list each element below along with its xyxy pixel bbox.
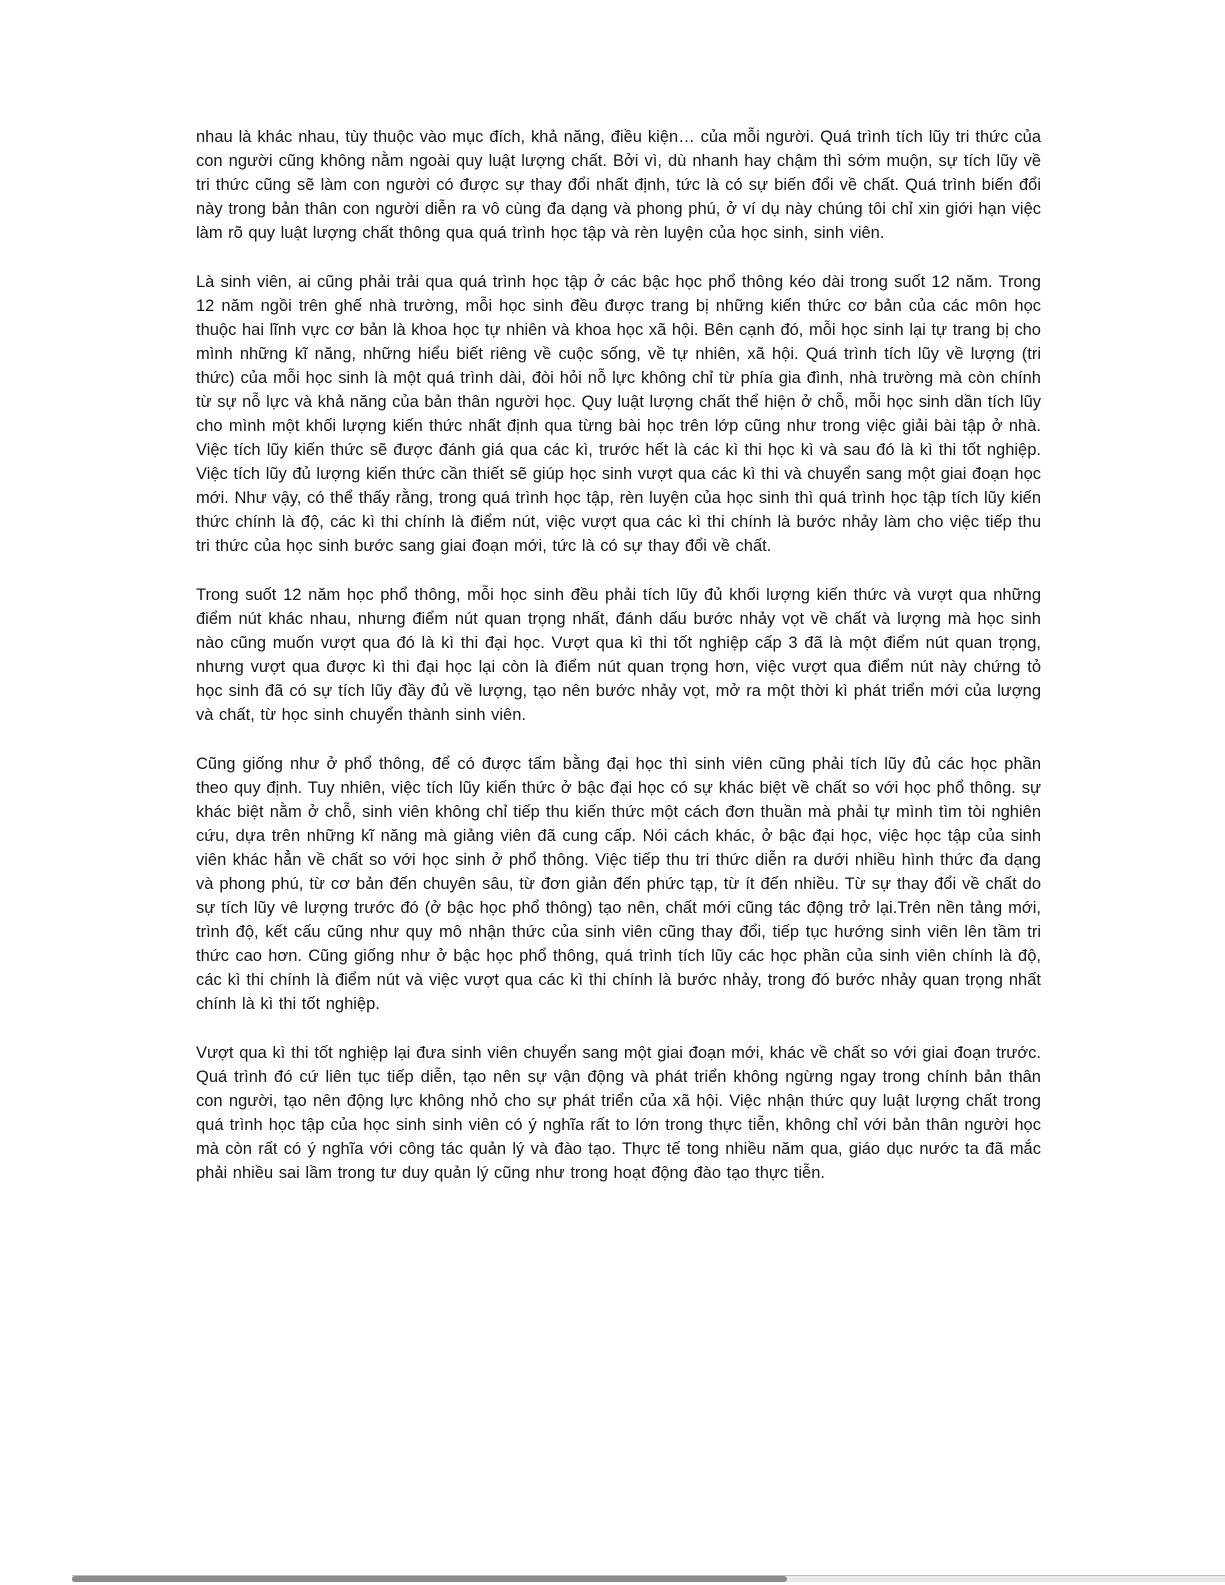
paragraph: Vượt qua kì thi tốt nghiệp lại đưa sinh viên chuyển sang một giai đoạn mới, khác về chất so với giai đoạn trước. Quá trình đó cứ liên tục tiếp diễn, tạo nên sự vận động và phát triển không ngừng ngay trong chính bản thân con người, tạo nên động lực không nhỏ cho sự phát triển của xã hội. Việc nhận thức quy luật lượng chất trong quá trình học tập của học sinh sinh viên có ý nghĩa rất to lớn trong thực tiễn, không chỉ với bản thân người học mà còn rất có ý nghĩa với công tác quản lý và đào tạo. Thực tế tong nhiều năm qua, giáo dục nước ta đã mắc phải nhiều sai lầm trong tư duy quản lý cũng như trong hoạt động đào tạo thực tiễn. [196,1044,1041,1182]
paragraph: nhau là khác nhau, tùy thuộc vào mục đích, khả năng, điều kiện… của mỗi người. Quá trình tích lũy tri thức của con người cũng không nằm ngoài quy luật lượng chất. Bởi vì, dù nhanh hay chậm thì sớm muộn, sự tích lũy về tri thức cũng sẽ làm con người có được sự thay đổi nhất định, tức là có sự biến đổi về chất. Quá trình biến đổi này trong bản thân con người diễn ra vô cùng đa dạng và phong phú, ở ví dụ này chúng tôi chỉ xin giới hạn việc làm rõ quy luật lượng chất thông qua quá trình học tập và rèn luyện của học sinh, sinh viên. [196,128,1041,242]
paragraph: Là sinh viên, ai cũng phải trải qua quá trình học tập ở các bậc học phổ thông kéo dài trong suốt 12 năm. Trong 12 năm ngồi trên ghế nhà trường, mỗi học sinh đều được trang bị những kiến thức cơ bản của các môn học thuộc hai lĩnh vực cơ bản là khoa học tự nhiên và khoa học xã hội. Bên cạnh đó, mỗi học sinh lại tự trang bị cho mình những kĩ năng, những hiểu biết riêng về cuộc sống, về tự nhiên, xã hội. Quá trình tích lũy về lượng (tri thức) của mỗi học sinh là một quá trình dài, đòi hỏi nỗ lực không chỉ từ phía gia đình, nhà trường mà còn chính từ sự nỗ lực và khả năng của bản thân người học. Quy luật lượng chất thể hiện ở chỗ, mỗi học sinh dần tích lũy cho mình một khối lượng kiến thức nhất định qua từng bài học trên lớp cũng như trong việc giải bài tập ở nhà. Việc tích lũy kiến thức sẽ được đánh giá qua các kì, trước hết là các kì thi học kì và sau đó là kì thi tốt nghiệp. Việc tích lũy đủ lượng kiến thức cần thiết sẽ giúp học sinh vượt qua các kì thi và chuyển sang một giai đoạn học mới. Như vậy, có thể thấy rằng, trong quá trình học tập, rèn luyện của học sinh thì quá trình học tập tích lũy kiến thức chính là độ, các kì thi chính là điểm nút, việc vượt qua các kì thi chính là bước nhảy làm cho việc tiếp thu tri thức của học sinh bước sang giai đoạn mới, tức là có sự thay đổi về chất. [196,273,1041,555]
paragraph: Cũng giống như ở phổ thông, để có được tấm bằng đại học thì sinh viên cũng phải tích lũy đủ các học phần theo quy định. Tuy nhiên, việc tích lũy kiến thức ở bậc đại học có sự khác biệt về chất so với học phổ thông. sự khác biệt nằm ở chỗ, sinh viên không chỉ tiếp thu kiến thức một cách đơn thuần mà phải tự mình tìm tòi nghiên cứu, dựa trên những kĩ năng mà giảng viên đã cung cấp. Nói cách khác, ở bậc đại học, việc học tập của sinh viên khác hẳn về chất so với học sinh ở phổ thông. Việc tiếp thu tri thức diễn ra dưới nhiều hình thức đa dạng và phong phú, từ cơ bản đến chuyên sâu, từ đơn giản đến phức tạp, từ ít đến nhiều. Từ sự thay đổi về chất do sự tích lũy vê lượng trước đó (ở bậc học phổ thông) tạo nên, chất mới cũng tác động trở lại.Trên nền tảng mới, trình độ, kết cấu cũng như quy mô nhận thức của sinh viên cũng thay đổi, tiếp tục hướng sinh viên lên tầm tri thức cao hơn. Cũng giống như ở bậc học phổ thông, quá trình tích lũy các học phần của sinh viên chính là độ, các kì thi chính là điểm nút và việc vượt qua các kì thi chính là bước nhảy, trong đó bước nhảy quan trọng nhất chính là kì thi tốt nghiệp. [196,755,1041,1013]
paragraph: Trong suốt 12 năm học phổ thông, mỗi học sinh đều phải tích lũy đủ khối lượng kiến thức và vượt qua những điểm nút khác nhau, nhưng điểm nút quan trọng nhất, đánh dấu bước nhảy vọt về chất và lượng mà học sinh nào cũng muốn vượt qua đó là kì thi đại học. Vượt qua kì thi tốt nghiệp cấp 3 đã là một điểm nút quan trọng, nhưng vượt qua được kì thi đại học lại còn là điểm nút quan trọng hơn, việc vượt qua điểm nút này chứng tỏ học sinh đã có sự tích lũy đầy đủ về lượng, tạo nên bước nhảy vọt, mở ra một thời kì phát triển mới của lượng và chất, từ học sinh chuyển thành sinh viên. [196,586,1041,724]
horizontal-scrollbar[interactable] [72,1575,1225,1582]
document-content [196,125,1041,1210]
horizontal-scrollbar-thumb[interactable] [72,1576,787,1582]
